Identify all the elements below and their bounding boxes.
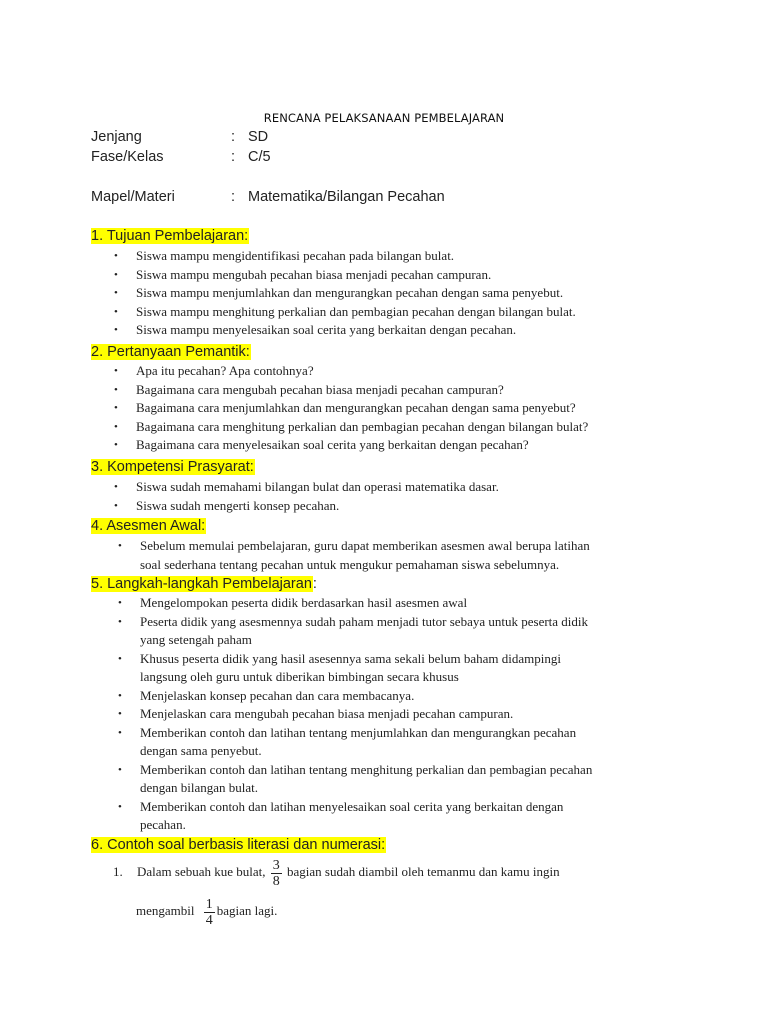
heading-highlight: 3. Kompetensi Prasyarat:: [91, 459, 254, 475]
bullet-icon: •: [114, 499, 118, 512]
list-item: • Peserta didik yang asesmennya sudah paham menjadi tutor sebaya untuk peserta didik yang setengah paham: [118, 613, 589, 647]
bullet-icon: •: [114, 365, 118, 377]
fraction-denominator: 4: [205, 912, 213, 928]
meta-colon: :: [231, 149, 236, 165]
list-item: • Memberikan contoh dan latihan tentang menghitung perkalian dan pembagian pecahan dengan bilangan bulat.: [118, 761, 593, 795]
list-item: • Memberikan contoh dan latihan menyelesaikan soal cerita yang berkaitan dengan pecahan.: [118, 798, 564, 832]
fraction-3-8: [271, 858, 282, 889]
question-text: bagian lagi.: [216, 903, 278, 918]
list-item: • Khusus peserta didik yang hasil asesennya sama sekali belum baham didampingi langsung oleh guru untuk diberikan bimbingan secara khusus: [118, 650, 561, 684]
list-item: • Memberikan contoh dan latihan tentang menjumlahkan dan mengurangkan pecahan dengan sama penyebut.: [118, 724, 577, 758]
fraction-numerator: 1: [205, 896, 213, 912]
list-asesmen: [118, 537, 590, 574]
list-tujuan: [114, 247, 576, 340]
bullet-icon: •: [114, 383, 118, 396]
bullet-icon: •: [114, 439, 118, 451]
list-item: • Siswa sudah mengerti konsep pecahan.: [136, 497, 499, 516]
list-item: • Siswa mampu menyelesaikan soal cerita yang berkaitan dengan pecahan.: [136, 321, 576, 340]
heading-highlight: 2. Pertanyaan Pemantik:: [91, 344, 250, 360]
section-heading-pertanyaan: [91, 343, 251, 361]
bullet-icon: •: [114, 402, 118, 414]
section-heading-asesmen: [91, 517, 206, 535]
meta-colon: :: [231, 129, 236, 145]
list-item: • Bagaimana cara menyelesaikan soal cerita yang berkaitan dengan pecahan?: [136, 436, 588, 455]
list-item: • Menjelaskan konsep pecahan dan cara membacanya.: [140, 687, 592, 706]
question-1-line-1: [113, 855, 560, 889]
fraction-1-4: [204, 897, 215, 928]
list-item: • Menjelaskan cara mengubah pecahan biasa menjadi pecahan campuran.: [140, 705, 592, 724]
question-text: Dalam sebuah kue bulat,: [137, 864, 266, 879]
heading-highlight: 4. Asesmen Awal:: [91, 518, 206, 534]
heading-highlight: 6. Contoh soal berbasis literasi dan numerasi:: [91, 837, 386, 853]
question-text: bagian sudah diambil oleh temanmu dan kamu ingin: [287, 864, 560, 879]
list-item: • Bagaimana cara menghitung perkalian dan pembagian pecahan dengan bilangan bulat?: [136, 418, 588, 437]
list-item: • Mengelompokan peserta didik berdasarkan hasil asesmen awal: [140, 594, 592, 613]
question-1-line-2: [136, 894, 277, 928]
bullet-icon: •: [114, 287, 118, 299]
list-item: • Sebelum memulai pembelajaran, guru dapat memberikan asesmen awal berupa latihan soal sederhana tentang pecahan untuk mengukur pemahaman siswa sebelumnya.: [118, 538, 590, 572]
section-heading-contoh-soal: [91, 836, 386, 854]
bullet-icon: •: [114, 481, 118, 493]
list-langkah: [118, 594, 593, 835]
bullet-icon: •: [118, 597, 122, 609]
meta-value: Matematika/Bilangan Pecahan: [248, 189, 445, 205]
list-item: • Bagaimana cara menjumlahkan dan mengurangkan pecahan dengan sama penyebut?: [136, 399, 588, 418]
document-title: RENCANA PELAKSANAAN PEMBELAJARAN: [263, 111, 505, 125]
list-kompetensi: [114, 478, 499, 515]
list-item: • Siswa sudah memahami bilangan bulat dan operasi matematika dasar.: [136, 478, 499, 497]
section-heading-tujuan: [91, 227, 249, 245]
bullet-icon: •: [114, 324, 118, 336]
bullet-icon: •: [118, 615, 122, 628]
bullet-icon: •: [114, 305, 118, 318]
meta-label: Fase/Kelas: [91, 149, 164, 165]
bullet-icon: •: [118, 652, 122, 665]
list-item: • Bagaimana cara mengubah pecahan biasa menjadi pecahan campuran?: [136, 381, 588, 400]
meta-label: Jenjang: [91, 129, 142, 145]
list-item: • Siswa mampu menghitung perkalian dan pembagian pecahan dengan bilangan bulat.: [136, 303, 576, 322]
question-number: 1.: [113, 864, 123, 879]
bullet-icon: •: [114, 268, 118, 281]
bullet-icon: •: [118, 726, 122, 739]
question-text: mengambil: [136, 903, 195, 918]
list-item: • Siswa mampu mengubah pecahan biasa menjadi pecahan campuran.: [136, 266, 576, 285]
fraction-denominator: 8: [272, 873, 280, 889]
bullet-icon: •: [118, 800, 122, 813]
bullet-icon: •: [118, 689, 122, 702]
heading-colon: :: [312, 576, 317, 592]
bullet-icon: •: [118, 540, 122, 552]
meta-label: Mapel/Materi: [91, 189, 175, 205]
question-1: [113, 855, 560, 928]
meta-colon: :: [231, 189, 236, 205]
list-item: • Siswa mampu mengidentifikasi pecahan pada bilangan bulat.: [136, 247, 576, 266]
section-heading-kompetensi: [91, 458, 255, 476]
fraction-numerator: 3: [272, 857, 280, 873]
bullet-icon: •: [118, 763, 122, 776]
bullet-icon: •: [114, 420, 118, 433]
meta-value: C/5: [248, 149, 271, 165]
heading-highlight: 1. Tujuan Pembelajaran:: [91, 228, 249, 244]
meta-value: SD: [248, 129, 269, 145]
bullet-icon: •: [118, 708, 122, 720]
section-heading-langkah: [91, 575, 317, 593]
bullet-icon: •: [114, 250, 118, 262]
list-item: • Siswa mampu menjumlahkan dan mengurangkan pecahan dengan sama penyebut.: [136, 284, 576, 303]
list-pertanyaan: [114, 362, 589, 455]
list-item: • Apa itu pecahan? Apa contohnya?: [136, 362, 588, 381]
heading-highlight: 5. Langkah-langkah Pembelajaran: [91, 576, 312, 592]
